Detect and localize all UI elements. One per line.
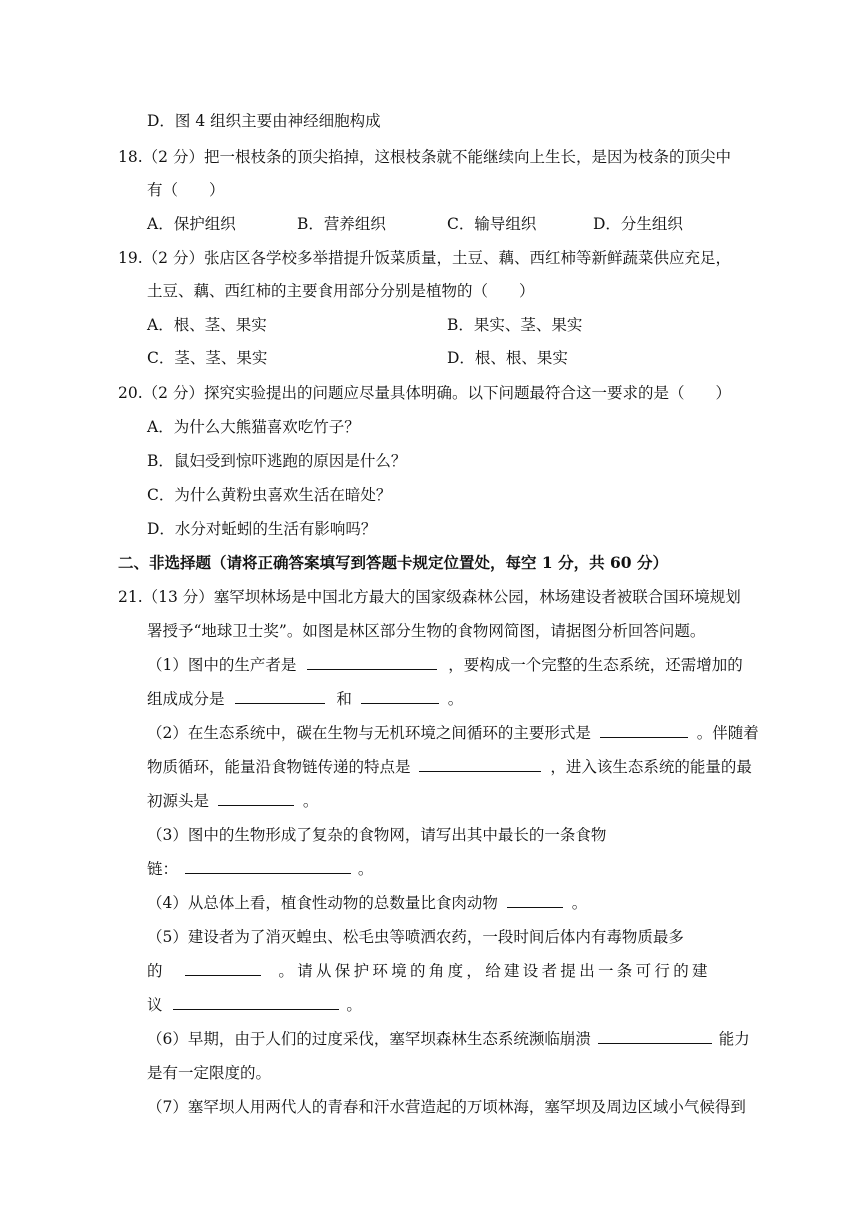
- q21-part5-text-c: 。请从保护环境的角度，给建设者提出一条可行的建: [278, 962, 711, 980]
- q19-stem-line1: 19.（2 分）张店区各学校多举措提升饭菜质量，土豆、藕、西红柿等新鲜蔬菜供应充足，: [118, 249, 731, 267]
- q20-option-a: A．为什么大熊猫喜欢吃竹子？: [147, 418, 360, 436]
- q21-part2-text-c: 物质循环，能量沿食物链传递的特点是: [147, 758, 411, 776]
- q21-part1-line2: [147, 689, 463, 709]
- q18-option-b: B．营养组织: [297, 215, 386, 233]
- answer-blank-component-1[interactable]: [235, 689, 325, 704]
- answer-blank-energy-feature[interactable]: [419, 757, 541, 772]
- q20-option-d: D．水分对蚯蚓的生活有影响吗？: [147, 520, 377, 538]
- q21-part5-text-e: 。: [346, 996, 362, 1014]
- q20-option-b: B．鼠妇受到惊吓逃跑的原因是什么？: [147, 452, 407, 470]
- answer-blank-energy-source[interactable]: [218, 791, 294, 806]
- q21-stem-line1: 21.（13 分）塞罕坝林场是中国北方最大的国家级森林公园，林场建设者被联合国环境规划: [118, 588, 741, 606]
- answer-blank-toxin-organism[interactable]: [185, 961, 261, 976]
- answer-blank-suggestion[interactable]: [173, 995, 339, 1010]
- q21-part2-text-f: 。: [302, 792, 319, 810]
- q18-stem-line2: 有（ ）: [147, 181, 225, 199]
- q20-stem: 20.（2 分）探究实验提出的问题应尽量具体明确。以下问题最符合这一要求的是（ ）: [118, 384, 731, 402]
- q21-part3-line2: [147, 859, 373, 879]
- q21-part1-text-e: 。: [447, 690, 464, 708]
- q18-option-a: A．保护组织: [147, 215, 236, 233]
- q21-part6-text-b: 能力: [718, 1030, 750, 1048]
- q19-option-a: A．根、茎、果实: [147, 316, 267, 334]
- q21-part5-text-b: 的: [147, 962, 163, 980]
- q21-part3-text-b: 链：: [147, 860, 179, 878]
- q21-part1-text-b: ，要构成一个完整的生态系统，还需增加的: [448, 656, 743, 674]
- q21-part3-text-c: 。: [357, 860, 374, 878]
- q18-option-c: C．输导组织: [447, 215, 537, 233]
- q19-options-row2: [0, 348, 860, 368]
- q19-option-b: B．果实、茎、果实: [447, 316, 583, 334]
- q17-option-d: D．图 4 组织主要由神经细胞构成: [147, 112, 381, 130]
- q21-part1-text-c: 组成成分是: [147, 690, 225, 708]
- q21-part6-line2: 是有一定限度的。: [147, 1064, 272, 1082]
- q21-part2-line3: [147, 791, 318, 811]
- q21-part4-line: [147, 893, 587, 913]
- answer-blank-producer[interactable]: [307, 655, 437, 670]
- answer-blank-component-2[interactable]: [361, 689, 439, 704]
- q21-part6-text-a: （6）早期，由于人们的过度采伐，塞罕坝森林生态系统濒临崩溃: [147, 1030, 591, 1048]
- q21-part2-line2: [147, 757, 752, 777]
- q21-part2-text-d: ，进入该生态系统的能量的最: [550, 758, 752, 776]
- q19-option-d: D．根、根、果实: [447, 349, 568, 367]
- q21-part2-text-a: （2）在生态系统中，碳在生物与无机环境之间循环的主要形式是: [147, 724, 591, 742]
- q21-part5-text-d: 议: [147, 996, 163, 1014]
- q21-part2-text-e: 初源头是: [147, 792, 210, 810]
- answer-blank-food-chain[interactable]: [185, 859, 351, 874]
- q21-part5-line3: [147, 995, 362, 1015]
- q21-part3-line1: （3）图中的生物形成了复杂的食物网，请写出其中最长的一条食物: [147, 826, 607, 844]
- q21-part2-line1: [147, 723, 759, 743]
- q21-part4-text-b: 。: [571, 894, 588, 912]
- q21-part2-text-b: 。伴随着: [696, 724, 759, 742]
- q18-option-d: D．分生组织: [593, 215, 683, 233]
- section-heading: 二、非选择题（请将正确答案填写到答题卡规定位置处，每空 1 分，共 60 分）: [118, 553, 668, 572]
- q18-options: [0, 214, 860, 234]
- answer-blank-carbon-form[interactable]: [600, 723, 688, 738]
- q21-stem-line2: 署授予“地球卫士奖”。如图是林区部分生物的食物网简图，请据图分析回答问题。: [147, 622, 706, 640]
- q20-option-c: C．为什么黄粉虫喜欢生活在暗处？: [147, 486, 392, 504]
- q18-stem-line1: 18.（2 分）把一根枝条的顶尖掐掉，这根枝条就不能继续向上生长，是因为枝条的顶尖中: [118, 148, 731, 166]
- q21-part1-text-a: （1）图中的生产者是: [147, 656, 297, 674]
- q21-part4-text-a: （4）从总体上看，植食性动物的总数量比食肉动物: [147, 894, 498, 912]
- q19-options-row1: [0, 315, 860, 335]
- answer-blank-ability[interactable]: [598, 1029, 712, 1044]
- answer-blank-quantity[interactable]: [507, 893, 563, 908]
- q19-stem-line2: 土豆、藕、西红柿的主要食用部分分别是植物的（ ）: [147, 282, 535, 300]
- q21-part7-line1: （7）塞罕坝人用两代人的青春和汗水营造起的万顷林海，塞罕坝及周边区域小气候得到: [147, 1098, 746, 1116]
- q21-part1-line1: [147, 655, 743, 675]
- q21-part6-line1: [147, 1029, 750, 1049]
- q21-part5-line2: [147, 961, 711, 981]
- q19-option-c: C．茎、茎、果实: [147, 349, 268, 367]
- q21-part5-line1: （5）建设者为了消灭蝗虫、松毛虫等喷洒农药，一段时间后体内有毒物质最多: [147, 928, 684, 946]
- q21-part1-text-d: 和: [336, 690, 352, 708]
